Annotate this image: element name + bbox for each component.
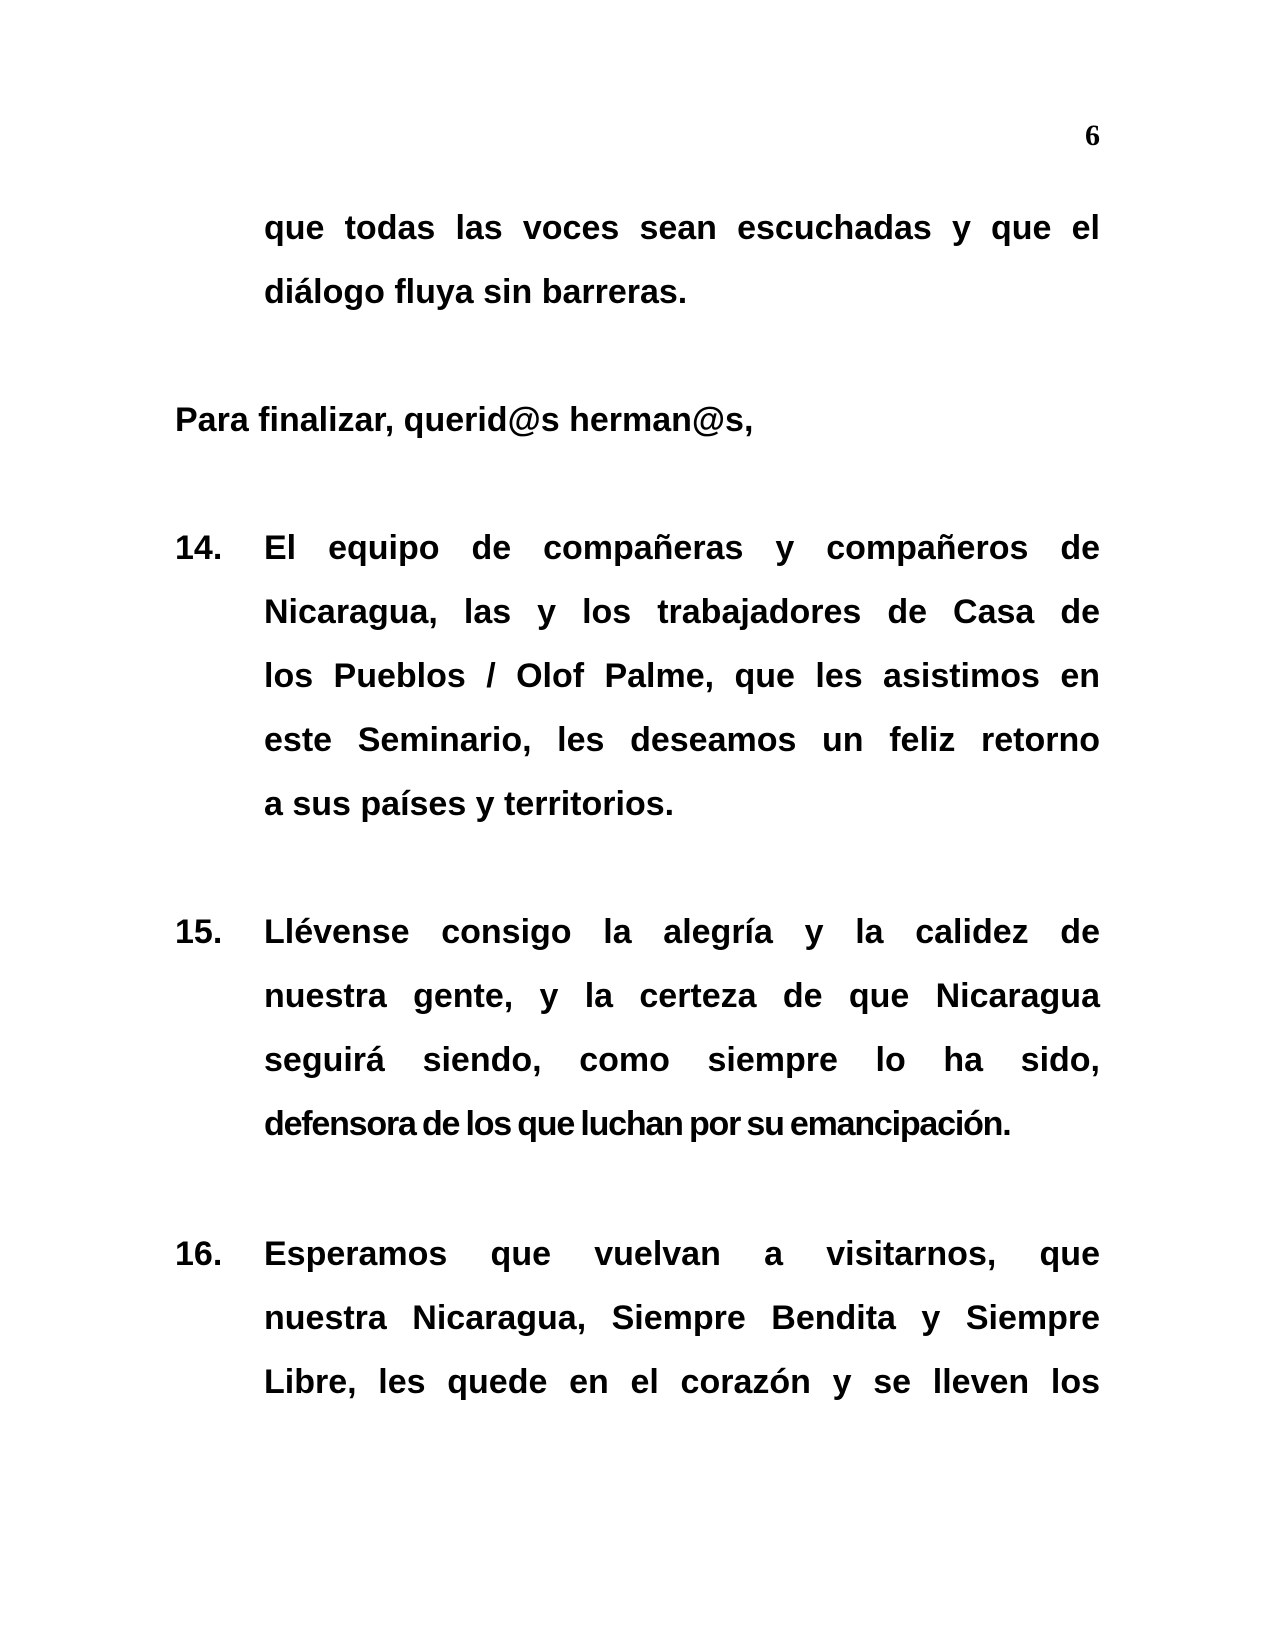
- paragraph-number: 15.: [175, 913, 223, 951]
- paragraph-number: 14.: [175, 529, 223, 567]
- paragraph-line: Nicaragua, las y los trabajadores de Casa de: [264, 593, 1100, 631]
- paragraph-text: [264, 1222, 1100, 1414]
- paragraph-line: nuestra gente, y la certeza de que Nicaragua: [264, 977, 1100, 1015]
- paragraph-line: Libre, les quede en el corazón y se lleven los: [264, 1363, 1100, 1401]
- paragraph-line: Llévense consigo la alegría y la calidez de: [264, 913, 1100, 951]
- paragraph-line: seguirá siendo, como siempre lo ha sido,: [264, 1041, 1100, 1079]
- paragraph-line: nuestra Nicaragua, Siempre Bendita y Siempre: [264, 1299, 1100, 1337]
- paragraph-number: 16.: [175, 1235, 223, 1273]
- paragraph-line: defensora de los que luchan por su emancipación.: [264, 1105, 1011, 1143]
- paragraph-line: Esperamos que vuelvan a visitarnos, que: [264, 1235, 1100, 1273]
- paragraph-line: El equipo de compañeras y compañeros de: [264, 529, 1100, 567]
- paragraph-line: este Seminario, les deseamos un feliz retorno: [264, 721, 1100, 759]
- paragraph-text: [264, 900, 1100, 1156]
- paragraph-text: [264, 516, 1100, 836]
- paragraph-line: los Pueblos / Olof Palme, que les asistimos en: [264, 657, 1100, 695]
- continuation-paragraph: [264, 196, 1100, 324]
- paragraph-line: a sus países y territorios.: [264, 785, 675, 823]
- closing-salutation: Para finalizar, querid@s herman@s,: [175, 401, 754, 439]
- page-number: 6: [1085, 119, 1100, 152]
- paragraph-line: diálogo fluya sin barreras.: [264, 273, 688, 311]
- paragraph-line: que todas las voces sean escuchadas y que el: [264, 209, 1100, 247]
